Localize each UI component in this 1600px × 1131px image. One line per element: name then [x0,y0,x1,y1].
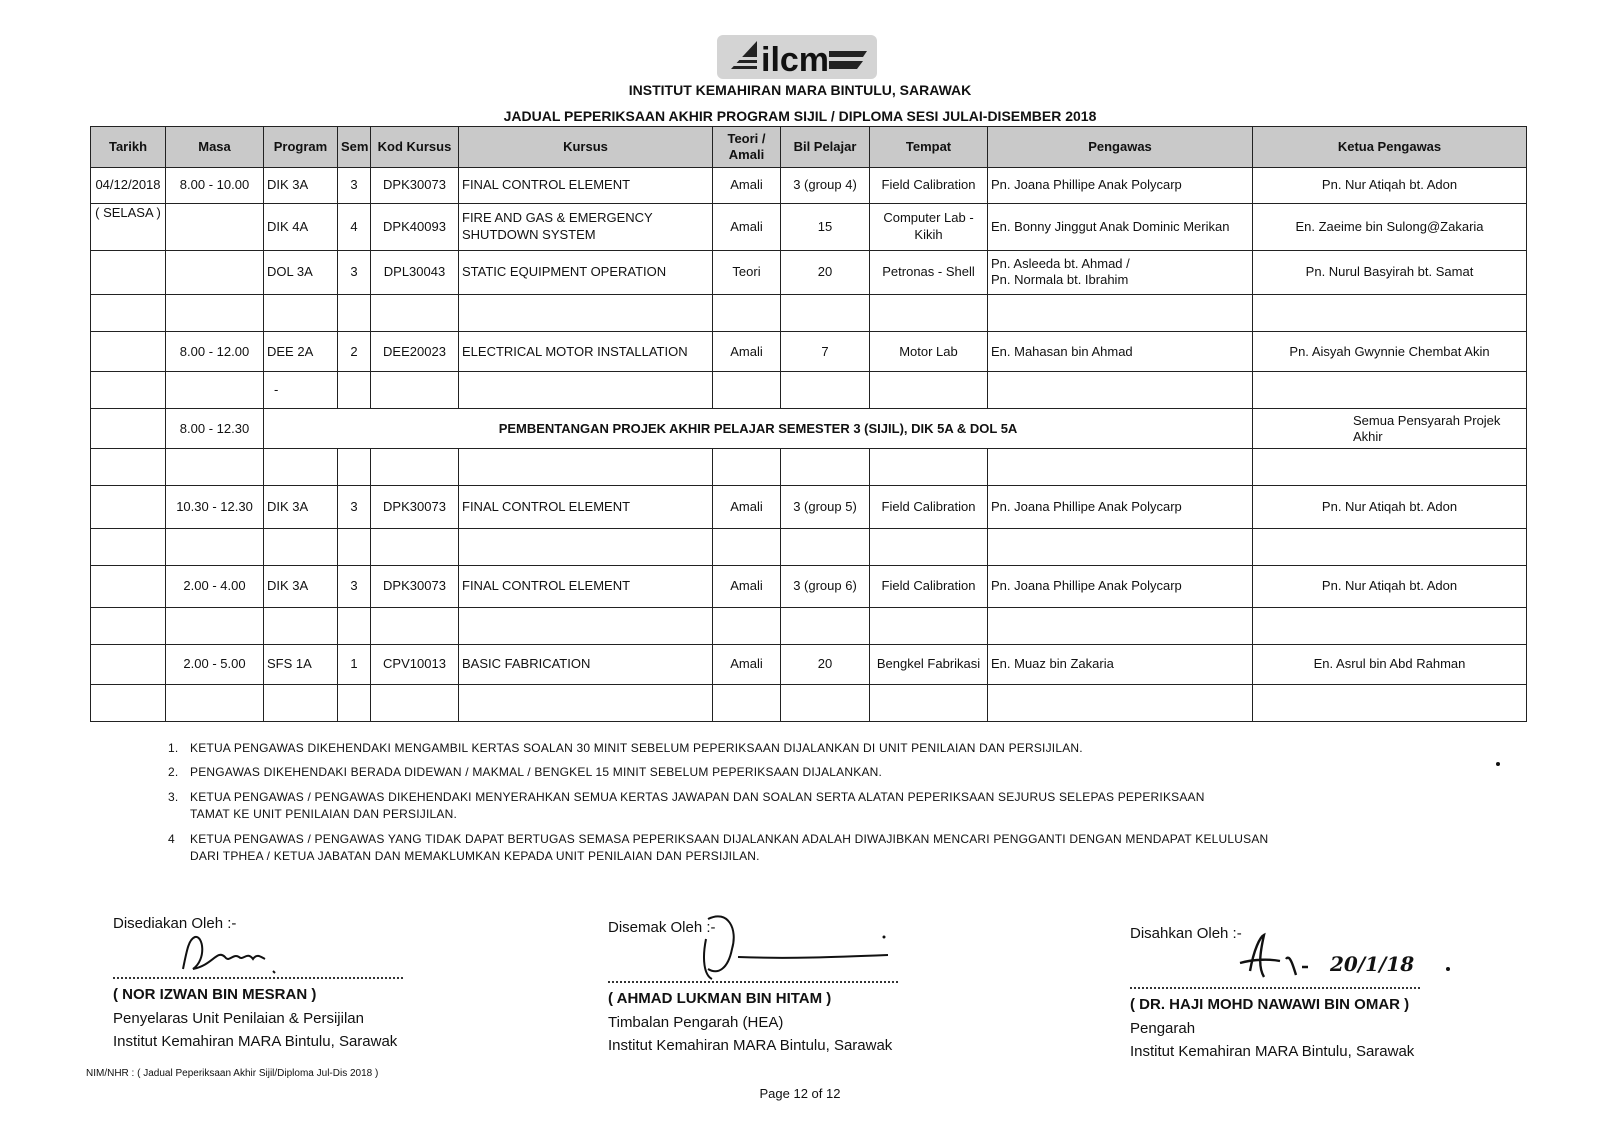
cell-sem: 2 [338,332,371,372]
cell-masa: 2.00 - 5.00 [166,644,264,684]
cell-ketua: Pn. Nur Atiqah bt. Adon [1253,168,1527,204]
signature-scribble [113,935,413,977]
signature-line [1130,987,1420,989]
cell-jenis: Amali [713,565,781,607]
cell-pengawas: En. Muaz bin Zakaria [988,644,1253,684]
checked-label: Disemak Oleh :- [608,919,716,936]
approved-label: Disahkan Oleh :- [1130,925,1242,942]
cell-program: DIK 3A [264,565,338,607]
table-header-row [91,127,1527,168]
approved-role: Pengarah [1130,1019,1196,1037]
cell-jenis: Amali [713,486,781,528]
cell-kursus: BASIC FABRICATION [459,644,713,684]
cell-masa: 8.00 - 10.00 [166,168,264,204]
table-row-blank [91,295,1527,332]
nim-note: NIM/NHR : ( Jadual Peperiksaan Akhir Sijil/Diploma Jul-Dis 2018 ) [86,1068,379,1079]
cell-masa: 8.00 - 12.30 [166,409,264,449]
cell-jenis: Amali [713,644,781,684]
cell-pengawas: Pn. Joana Phillipe Anak Polycarp [988,486,1253,528]
cell-kursus: ELECTRICAL MOTOR INSTALLATION [459,332,713,372]
signature-scribble [608,939,928,981]
cell-tempat: Field Calibration [870,168,988,204]
cell-tempat: Motor Lab [870,332,988,372]
cell-kursus: STATIC EQUIPMENT OPERATION [459,250,713,295]
header-sem: Sem [338,127,371,168]
cell-ketua: Pn. Nur Atiqah bt. Adon [1253,565,1527,607]
table-row [91,332,1527,372]
header-bil: Bil Pelajar [781,127,870,168]
institution-logo [717,33,877,81]
cell-sem: 3 [338,250,371,295]
checked-org: Institut Kemahiran MARA Bintulu, Sarawak [608,1036,893,1054]
cell-day: ( SELASA ) [91,203,166,250]
approved-org: Institut Kemahiran MARA Bintulu, Sarawak [1130,1042,1415,1060]
cell-ketua: Pn. Nurul Basyirah bt. Samat [1253,250,1527,295]
note-text: PENGAWAS DIKEHENDAKI BERADA DIDEWAN / MAKMAL / BENGKEL 15 MINIT SEBELUM PEPERIKSAAN DIJALANKAN. [190,765,883,780]
prepared-role: Penyelaras Unit Penilaian & Persijilan [113,1009,364,1027]
signature-checked [608,916,928,1057]
cell-kod: DPL30043 [371,250,459,295]
note-number: 1. [168,741,179,755]
cell-kursus: FINAL CONTROL ELEMENT [459,486,713,528]
cell-bil: 3 (group 6) [781,565,870,607]
note-number: 3. [168,789,179,804]
cell-program: DIK 3A [264,486,338,528]
table-row-presentation [91,409,1527,449]
logo-text: ilcm [761,41,830,79]
handwritten-date: 20/1/18 [1330,952,1415,977]
cell-masa: 10.30 - 12.30 [166,486,264,528]
prepared-label: Disediakan Oleh :- [113,915,237,932]
header-program: Program [264,127,338,168]
pengawas-line-1: Pn. Asleeda bt. Ahmad / [991,256,1130,272]
signature-scribble [1130,945,1470,987]
cell-kursus: FINAL CONTROL ELEMENT [459,565,713,607]
cell-kod: DEE20023 [371,332,459,372]
header-teori-amali [713,127,781,168]
header-kursus: Kursus [459,127,713,168]
table-row [91,644,1527,684]
table-row-blank [91,685,1527,722]
cell-tempat: Bengkel Fabrikasi [870,644,988,684]
exam-schedule-table [90,126,1527,722]
table-row-blank [91,528,1527,565]
cell-jenis: Amali [713,168,781,204]
cell-tempat: Field Calibration [870,486,988,528]
prepared-name: ( NOR IZWAN BIN MESRAN ) [113,986,317,1004]
cell-tempat: Field Calibration [870,565,988,607]
cell-pengawas: Pn. Joana Phillipe Anak Polycarp [988,565,1253,607]
cell-masa: 8.00 - 12.00 [166,332,264,372]
checked-role: Timbalan Pengarah (HEA) [608,1013,784,1031]
cell-bil: 20 [781,250,870,295]
note-item [168,740,1298,757]
signature-approved [1130,922,1470,1063]
cell-kod: DPK30073 [371,486,459,528]
cell-pengawas: En. Mahasan bin Ahmad [988,332,1253,372]
cell-jenis: Amali [713,332,781,372]
cell-tempat: Computer Lab - Kikih [870,203,988,250]
table-row-blank [91,372,1527,409]
header-pengawas: Pengawas [988,127,1253,168]
cell-jenis: Amali [713,203,781,250]
cell-program: SFS 1A [264,644,338,684]
cell-sem: 3 [338,168,371,204]
cell-program: DIK 3A [264,168,338,204]
cell-kursus: FINAL CONTROL ELEMENT [459,168,713,204]
cell-kod: CPV10013 [371,644,459,684]
cell-bil: 3 (group 5) [781,486,870,528]
cell-sem: 3 [338,565,371,607]
table-row-blank [91,607,1527,644]
presentation-text: PEMBENTANGAN PROJEK AKHIR PELAJAR SEMESTER 3 (SIJIL), DIK 5A & DOL 5A [264,409,1253,449]
header-teori: Teori / [727,130,766,146]
cell-masa [166,203,264,250]
stray-mark [1496,762,1500,766]
cell-program: DOL 3A [264,250,338,295]
notes-list [168,740,1298,872]
cell-program: DIK 4A [264,203,338,250]
cell-program: DEE 2A [264,332,338,372]
cell-ketua: En. Asrul bin Abd Rahman [1253,644,1527,684]
cell-kod: DPK30073 [371,168,459,204]
cell-kod: DPK40093 [371,203,459,250]
note-number: 2. [168,765,179,780]
presentation-pengawas: Semua Pensyarah Projek Akhir [1253,409,1527,449]
table-row [91,168,1527,204]
cell-ketua: Pn. Nur Atiqah bt. Adon [1253,486,1527,528]
table-row [91,250,1527,295]
cell-sem: 4 [338,203,371,250]
note-number: 4 [168,831,175,846]
page-number: Page 12 of 12 [759,1086,841,1101]
note-text: KETUA PENGAWAS / PENGAWAS DIKEHENDAKI MENYERAHKAN SEMUA KERTAS JAWAPAN DAN SOALAN SERTA ALATAN PEPERIKSAAN SEJURUS SELEPAS PEPERIKSAAN TAMAT KE UNIT PENILAIAN DAN PERSIJILAN. [190,789,1205,822]
institution-name: INSTITUT KEMAHIRAN MARA BINTULU, SARAWAK [628,82,972,98]
checked-name: ( AHMAD LUKMAN BIN HITAM ) [608,990,832,1008]
cell-ketua: En. Zaeime bin Sulong@Zakaria [1253,203,1527,250]
header-tempat: Tempat [870,127,988,168]
cell-date: 04/12/2018 [91,168,166,204]
note-text: KETUA PENGAWAS / PENGAWAS YANG TIDAK DAPAT BERTUGAS SEMASA PEPERIKSAAN DIJALANKAN ADALAH DIWAJIBKAN MENCARI PENGGANTI DENGAN MENDAPAT KELULUSAN DARI TPHEA / KETUA JABATAN DAN MEMAKLUMKAN KEPADA UNIT PENILAIAN DAN PERSIJILAN. [190,831,1269,863]
table-row [91,486,1527,528]
cell-masa: 2.00 - 4.00 [166,565,264,607]
table-row-blank [91,449,1527,486]
header-amali: Amali [728,147,765,162]
cell-bil: 7 [781,332,870,372]
cell-pengawas [988,250,1253,295]
note-item [168,789,1298,824]
cell-sem: 3 [338,486,371,528]
cell-masa [166,250,264,295]
signature-prepared [113,912,413,1053]
cell-dash: - [264,372,338,409]
cell-bil: 20 [781,644,870,684]
cell-tempat: Petronas - Shell [870,250,988,295]
cell-bil: 3 (group 4) [781,168,870,204]
header-ketua: Ketua Pengawas [1253,127,1527,168]
cell-sem: 1 [338,644,371,684]
cell-ketua: Pn. Aisyah Gwynnie Chembat Akin [1253,332,1527,372]
table-row [91,565,1527,607]
header-tarikh: Tarikh [91,127,166,168]
approved-name: ( DR. HAJI MOHD NAWAWI BIN OMAR ) [1130,996,1410,1014]
pengawas-line-2: Pn. Normala bt. Ibrahim [991,272,1129,288]
prepared-org: Institut Kemahiran MARA Bintulu, Sarawak [113,1032,398,1050]
cell-pengawas: En. Bonny Jinggut Anak Dominic Merikan [988,203,1253,250]
note-item [168,831,1298,866]
header-kod: Kod Kursus [371,127,459,168]
cell-kursus: FIRE AND GAS & EMERGENCY SHUTDOWN SYSTEM [459,203,713,250]
cell-pengawas: Pn. Joana Phillipe Anak Polycarp [988,168,1253,204]
note-item [168,764,1298,781]
note-text: KETUA PENGAWAS DIKEHENDAKI MENGAMBIL KERTAS SOALAN 30 MINIT SEBELUM PEPERIKSAAN DIJALANKAN DI UNIT PENILAIAN DAN PERSIJILAN. [190,741,1083,755]
table-row [91,203,1527,250]
cell-bil: 15 [781,203,870,250]
cell-kod: DPK30073 [371,565,459,607]
cell-jenis: Teori [713,250,781,295]
header-masa: Masa [166,127,264,168]
schedule-title: JADUAL PEPERIKSAAN AKHIR PROGRAM SIJIL / DIPLOMA SESI JULAI-DISEMBER 2018 [503,108,1097,124]
